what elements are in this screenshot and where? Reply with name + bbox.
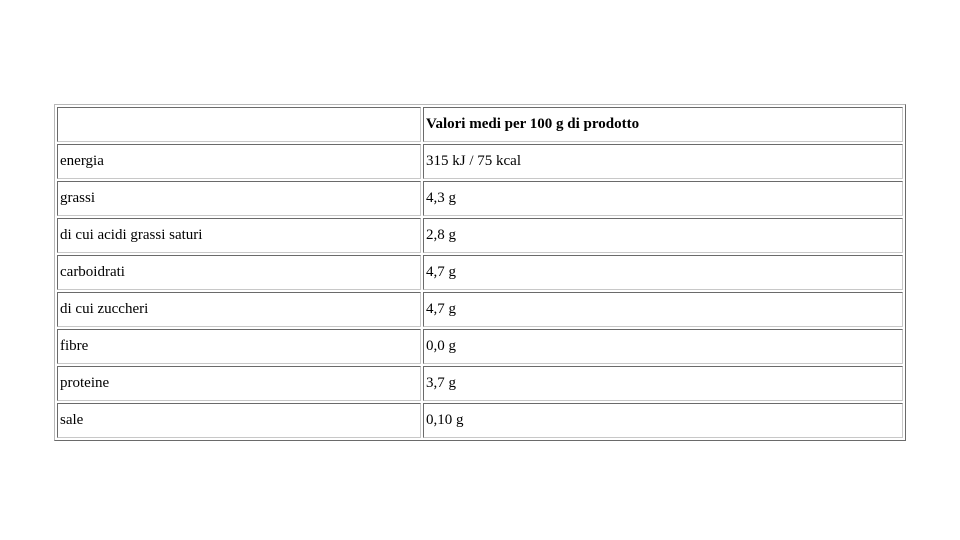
nutrient-value: 4,7 g [423,292,903,327]
table-row [57,329,903,364]
table-row [57,144,903,179]
table-row [57,366,903,401]
nutrient-label: carboidrati [57,255,421,290]
nutrient-label: di cui acidi grassi saturi [57,218,421,253]
nutrient-value: 3,7 g [423,366,903,401]
nutrient-label: grassi [57,181,421,216]
header-value-cell: Valori medi per 100 g di prodotto [423,107,903,142]
nutrient-label: fibre [57,329,421,364]
table-row [57,255,903,290]
nutrient-value: 315 kJ / 75 kcal [423,144,903,179]
header-label-cell [57,107,421,142]
table-row [57,403,903,438]
table-row [57,181,903,216]
table-header-row [57,107,903,142]
nutrient-label: proteine [57,366,421,401]
nutrient-value: 0,0 g [423,329,903,364]
nutrition-table [54,104,906,441]
table-row [57,292,903,327]
nutrient-value: 4,7 g [423,255,903,290]
table-row [57,218,903,253]
nutrient-value: 0,10 g [423,403,903,438]
nutrient-value: 2,8 g [423,218,903,253]
nutrient-label: energia [57,144,421,179]
nutrient-label: di cui zuccheri [57,292,421,327]
nutrient-value: 4,3 g [423,181,903,216]
nutrient-label: sale [57,403,421,438]
